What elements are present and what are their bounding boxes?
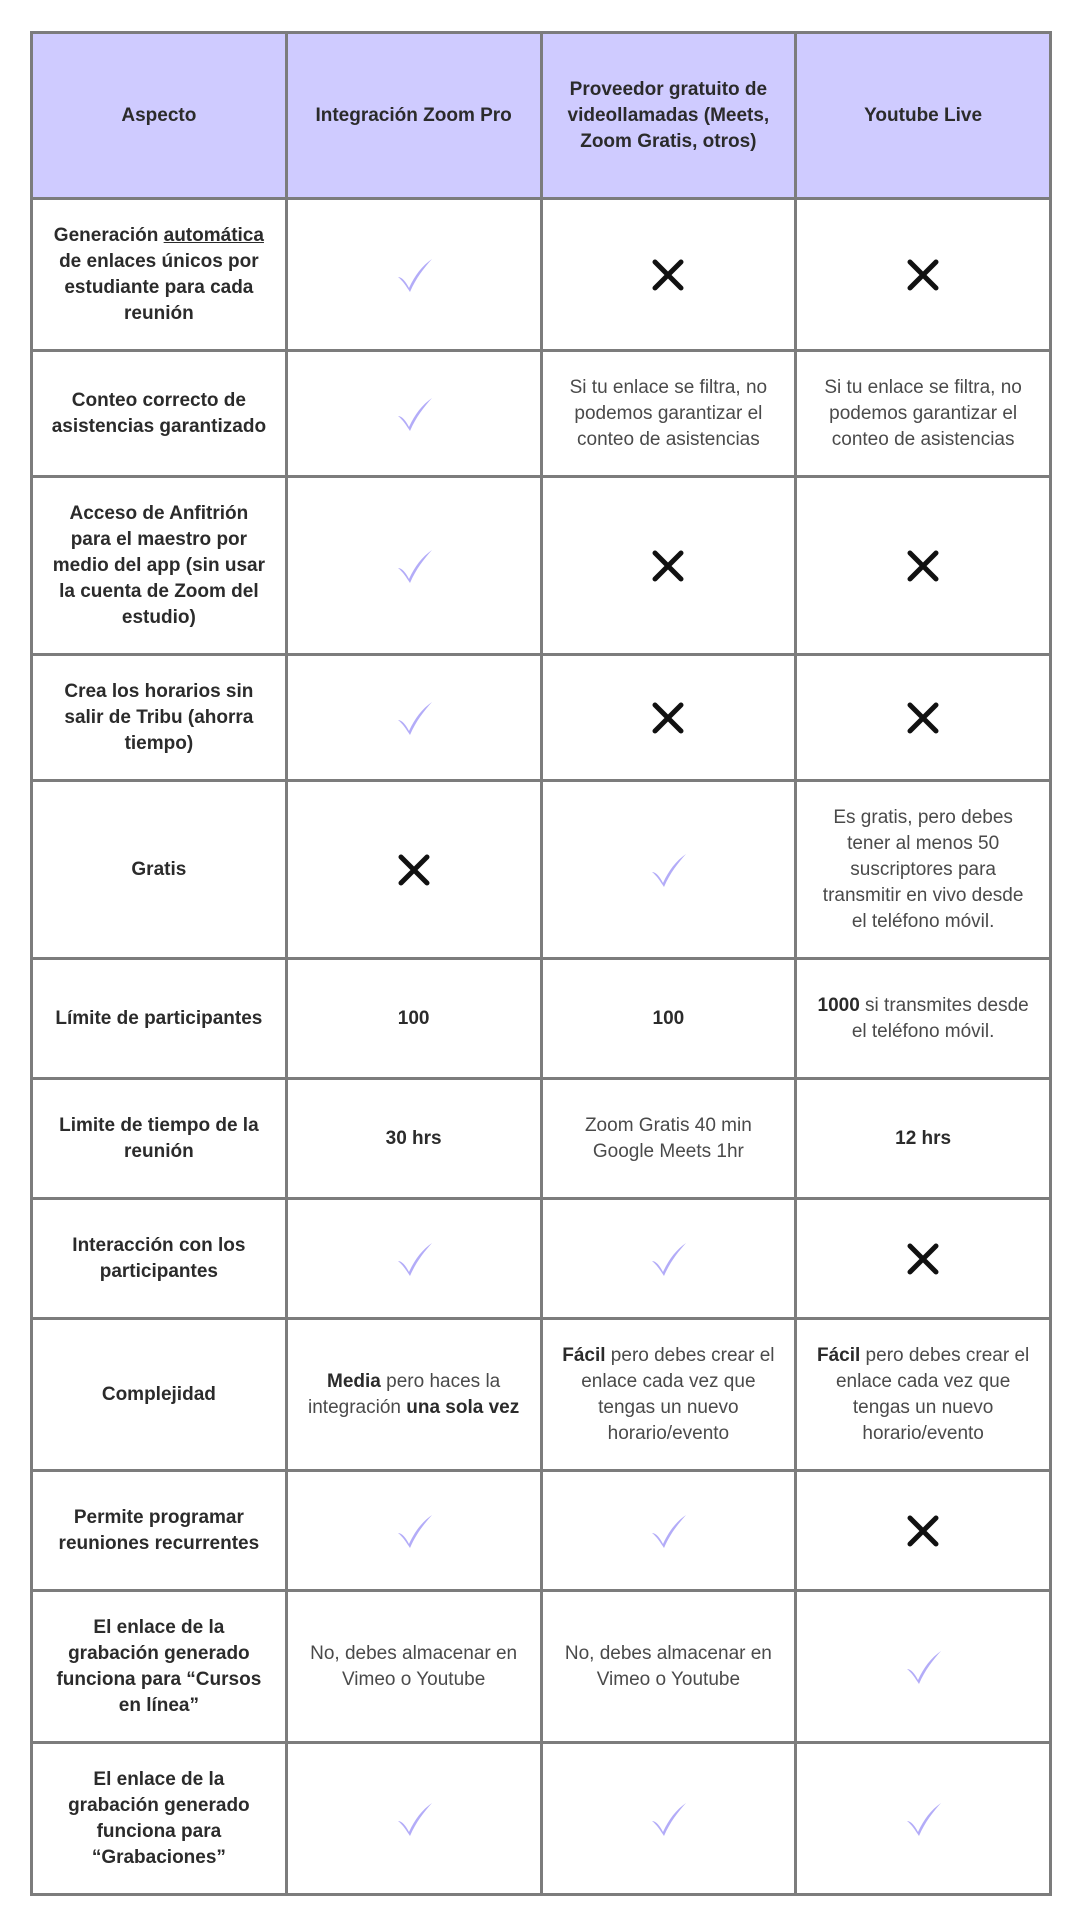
zoom-pro-cell: 100 xyxy=(286,959,541,1079)
participant-limit-text: si transmites desde el teléfono móvil. xyxy=(851,994,1029,1042)
free-provider-cell xyxy=(541,1199,796,1319)
table-row xyxy=(32,959,1051,1079)
aspect-cell: El enlace de la grabación generado funciona para “Grabaciones” xyxy=(32,1743,287,1895)
cross-icon xyxy=(815,255,1031,295)
cross-icon xyxy=(815,546,1031,586)
check-icon xyxy=(815,1647,1031,1687)
aspect-cell: Limite de tiempo de la reunión xyxy=(32,1079,287,1199)
check-icon xyxy=(306,255,522,295)
youtube-live-cell xyxy=(796,477,1051,655)
aspect-cell: Crea los horarios sin salir de Tribu (ahorra tiempo) xyxy=(32,655,287,781)
free-provider-cell: Zoom Gratis 40 min Google Meets 1hr xyxy=(541,1079,796,1199)
table-row xyxy=(32,1471,1051,1591)
youtube-live-cell xyxy=(796,1471,1051,1591)
free-provider-cell: No, debes almacenar en Vimeo o Youtube xyxy=(541,1591,796,1743)
header-youtube-live: Youtube Live xyxy=(796,33,1051,199)
youtube-live-cell: Es gratis, pero debes tener al menos 50 suscriptores para transmitir en vivo desde el teléfono móvil. xyxy=(796,781,1051,959)
comparison-table xyxy=(30,31,1052,1896)
table-row xyxy=(32,1319,1051,1471)
table-row xyxy=(32,477,1051,655)
aspect-cell xyxy=(32,199,287,351)
table-row xyxy=(32,1591,1051,1743)
cross-icon xyxy=(815,698,1031,738)
zoom-pro-cell xyxy=(286,199,541,351)
youtube-live-cell xyxy=(796,959,1051,1079)
aspect-text: de enlaces únicos por estudiante para cada reunión xyxy=(59,250,259,324)
complexity-bold: Fácil xyxy=(816,1344,861,1366)
aspect-cell: Complejidad xyxy=(32,1319,287,1471)
free-provider-cell xyxy=(541,1319,796,1471)
aspect-underlined-text: automática xyxy=(163,224,264,246)
youtube-live-cell xyxy=(796,1591,1051,1743)
cross-icon xyxy=(561,698,777,738)
check-icon xyxy=(306,1799,522,1839)
complexity-bold: Fácil xyxy=(562,1344,606,1366)
youtube-live-cell xyxy=(796,199,1051,351)
free-provider-cell xyxy=(541,1471,796,1591)
youtube-live-cell xyxy=(796,655,1051,781)
free-provider-cell xyxy=(541,655,796,781)
cross-icon xyxy=(561,546,777,586)
cross-icon xyxy=(815,1239,1031,1279)
aspect-cell: Gratis xyxy=(32,781,287,959)
check-icon xyxy=(306,1239,522,1279)
aspect-cell: Conteo correcto de asistencias garantizado xyxy=(32,351,287,477)
complexity-bold: una sola vez xyxy=(406,1396,520,1418)
table-row xyxy=(32,1079,1051,1199)
zoom-pro-cell xyxy=(286,1199,541,1319)
table-row xyxy=(32,199,1051,351)
check-icon xyxy=(561,1799,777,1839)
check-icon xyxy=(306,698,522,738)
free-provider-cell xyxy=(541,1743,796,1895)
zoom-pro-cell xyxy=(286,655,541,781)
youtube-live-cell xyxy=(796,1743,1051,1895)
check-icon xyxy=(306,1511,522,1551)
free-provider-cell xyxy=(541,477,796,655)
check-icon xyxy=(561,850,777,890)
header-zoom-pro: Integración Zoom Pro xyxy=(286,33,541,199)
youtube-live-cell: Si tu enlace se filtra, no podemos garantizar el conteo de asistencias xyxy=(796,351,1051,477)
header-free-provider: Proveedor gratuito de videollamadas (Meets, Zoom Gratis, otros) xyxy=(541,33,796,199)
table-row xyxy=(32,351,1051,477)
comparison-table-container xyxy=(30,31,1052,1896)
aspect-text: Generación xyxy=(53,224,164,246)
participant-limit-bold: 1000 xyxy=(817,994,860,1016)
complexity-text: pero debes crear el enlace cada vez que tengas un nuevo horario/evento xyxy=(581,1344,775,1444)
free-provider-cell xyxy=(541,781,796,959)
youtube-live-cell xyxy=(796,1319,1051,1471)
cross-icon xyxy=(561,255,777,295)
header-row xyxy=(32,33,1051,199)
zoom-pro-cell: No, debes almacenar en Vimeo o Youtube xyxy=(286,1591,541,1743)
header-aspect: Aspecto xyxy=(32,33,287,199)
free-provider-cell: Si tu enlace se filtra, no podemos garantizar el conteo de asistencias xyxy=(541,351,796,477)
table-row xyxy=(32,1199,1051,1319)
complexity-text: pero haces la integración xyxy=(308,1370,501,1418)
complexity-text: pero debes crear el enlace cada vez que tengas un nuevo horario/evento xyxy=(835,1344,1030,1444)
zoom-pro-cell xyxy=(286,351,541,477)
zoom-pro-cell xyxy=(286,781,541,959)
free-provider-cell: 100 xyxy=(541,959,796,1079)
zoom-pro-cell xyxy=(286,1471,541,1591)
check-icon xyxy=(561,1239,777,1279)
zoom-pro-cell: 30 hrs xyxy=(286,1079,541,1199)
aspect-cell: Interacción con los participantes xyxy=(32,1199,287,1319)
complexity-bold: Media xyxy=(327,1370,381,1392)
aspect-cell: Acceso de Anfitrión para el maestro por medio del app (sin usar la cuenta de Zoom del estudio) xyxy=(32,477,287,655)
free-provider-cell xyxy=(541,199,796,351)
youtube-live-cell: 12 hrs xyxy=(796,1079,1051,1199)
cross-icon xyxy=(815,1511,1031,1551)
table-row xyxy=(32,655,1051,781)
youtube-live-cell xyxy=(796,1199,1051,1319)
check-icon xyxy=(815,1799,1031,1839)
check-icon xyxy=(306,546,522,586)
aspect-cell: El enlace de la grabación generado funciona para “Cursos en línea” xyxy=(32,1591,287,1743)
aspect-cell: Permite programar reuniones recurrentes xyxy=(32,1471,287,1591)
aspect-cell: Límite de participantes xyxy=(32,959,287,1079)
zoom-pro-cell xyxy=(286,1743,541,1895)
table-row xyxy=(32,781,1051,959)
zoom-pro-cell xyxy=(286,477,541,655)
table-row xyxy=(32,1743,1051,1895)
check-icon xyxy=(306,394,522,434)
zoom-pro-cell xyxy=(286,1319,541,1471)
check-icon xyxy=(561,1511,777,1551)
cross-icon xyxy=(306,850,522,890)
